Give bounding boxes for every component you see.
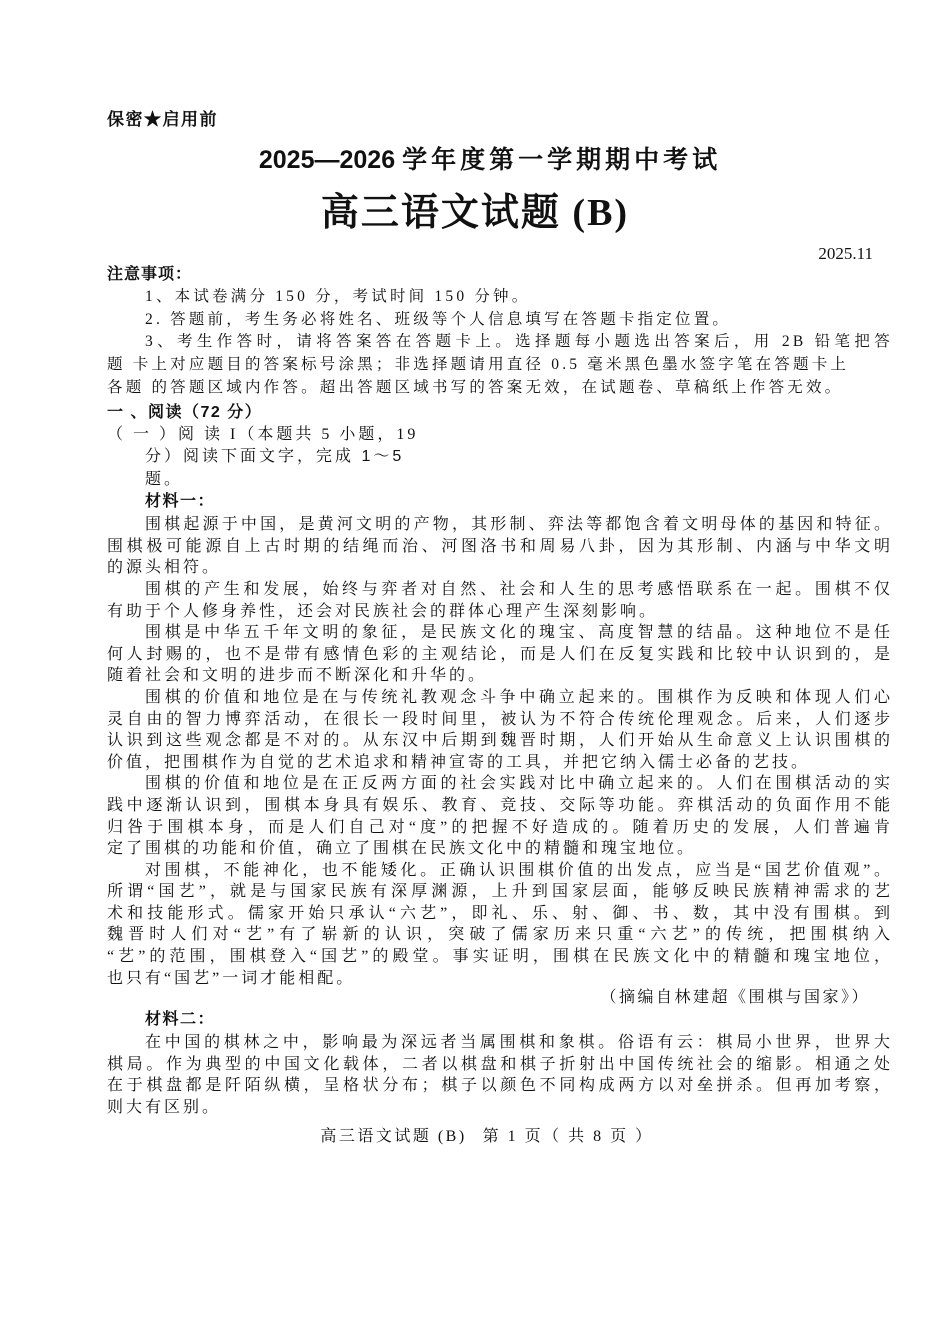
text-line: 围棋是中华五千年文明的象征，是民族文化的瑰宝、高度智慧的结晶。这种地位不是任 bbox=[145, 624, 893, 642]
notice-section bbox=[107, 264, 893, 400]
material1-body bbox=[107, 514, 893, 989]
notice-item-3 bbox=[107, 331, 893, 399]
notice-heading: 注意事项： bbox=[107, 265, 193, 283]
text-line: 践中逐渐认识到，围棋本身具有娱乐、教育、竞技、交际等功能。弈棋活动的负面作用不能 bbox=[107, 796, 893, 814]
exam-name: 学年度第一学期期中考试 bbox=[402, 146, 722, 174]
material1-source: （摘编自林建超《围棋与国家》） bbox=[600, 989, 870, 1006]
notice-item-2: 2. 答题前，考生务必将姓名、班级等个人信息填写在答题卡指定位置。 bbox=[145, 310, 732, 328]
paragraph bbox=[107, 860, 893, 990]
paragraph bbox=[107, 579, 893, 622]
text-line: 所谓“国艺”，就是与国家民族有深厚渊源，上升到国家层面，能够反映民族精神需求的艺 bbox=[107, 883, 893, 901]
footer-page-number: 第 1 页（ 共 8 页 ） bbox=[482, 1128, 654, 1145]
paragraph bbox=[107, 773, 893, 859]
text-line: 在于棋盘都是阡陌纵横，呈格状分布；棋子以颜色不同构成两方以对垒拼杀。但再加考察， bbox=[107, 1077, 893, 1095]
notice-item-1: 1、本试卷满分 150 分，考试时间 150 分钟。 bbox=[145, 288, 531, 306]
paragraph bbox=[107, 622, 893, 687]
paragraph bbox=[107, 1032, 893, 1118]
text-line: 围棋起源于中国，是黄河文明的产物，其形制、弈法等都饱含着文明母体的基因和特征。 bbox=[145, 516, 893, 534]
section-heading: 一 、阅读（72 分） bbox=[107, 403, 263, 421]
text-line: 何人封赐的，也不是带有感情色彩的主观结论，而是人们在反复实践和比较中认识到的，是 bbox=[107, 645, 893, 663]
text-line: “艺”的范围，围棋登入“国艺”的殿堂。事实证明，围棋在民族文化中的精髓和瑰宝地位， bbox=[107, 948, 893, 966]
material1-label: 材料一： bbox=[145, 493, 216, 511]
notice-item-3-line: 题 卡上对应题目的答案标号涂黑；非选择题请用直径 0.5 毫米黑色墨水签字笔在答题卡上 bbox=[107, 356, 850, 374]
part-heading-line: 题。 bbox=[145, 470, 184, 488]
text-line: 围棋的价值和地位是在与传统礼教观念斗争中确立起来的。围棋作为反映和体现人们心 bbox=[145, 688, 893, 706]
text-line: 棋局。作为典型的中国文化载体，二者以棋盘和棋子折射出中国传统社会的缩影。相通之处 bbox=[107, 1055, 893, 1073]
text-line: 魏晋时人们对“艺”有了崭新的认识，突破了儒家历来只重“六艺”的传统，把围棋纳入 bbox=[107, 926, 893, 944]
reading-section bbox=[107, 402, 893, 513]
paragraph bbox=[107, 687, 893, 773]
text-line: 围棋的价值和地位是在正反两方面的社会实践对比中确立起来的。人们在围棋活动的实 bbox=[145, 775, 893, 793]
text-line: 术和技能形式。儒家开始只承认“六艺”，即礼、乐、射、御、书、数，其中没有围棋。到 bbox=[107, 904, 893, 922]
text-line: 灵自由的智力博弈活动，在很长一段时间里，被认为不符合传统伦理观念。后来，人们逐步 bbox=[107, 710, 893, 728]
text-line: 随着社会和文明的进步而不断深化和升华的。 bbox=[107, 667, 488, 685]
text-line: 归咎于围棋本身，而是人们自己对“度”的把握不好造成的。随着历史的发展，人们普遍肯 bbox=[107, 818, 893, 836]
material2-label: 材料二： bbox=[145, 1011, 216, 1028]
text-line: 在中国的棋林之中，影响最为深远者当属围棋和象棋。俗语有云：棋局小世界，世界大 bbox=[145, 1034, 893, 1052]
page-footer bbox=[0, 1126, 950, 1148]
text-line: 的源头相符。 bbox=[107, 559, 222, 577]
notice-item-3-line: 各题 的答题区域内作答。超出答题区域书写的答案无效，在试题卷、草稿纸上作答无效。 bbox=[107, 378, 844, 396]
exam-year: 2025—2026 bbox=[258, 146, 396, 174]
material2-body bbox=[107, 1032, 893, 1118]
text-line: 定了围棋的功能和价值，确立了围棋在民族文化中的精髓和瑰宝地位。 bbox=[107, 840, 697, 858]
text-line: 则大有区别。 bbox=[107, 1098, 222, 1116]
paragraph bbox=[107, 514, 893, 579]
text-line: 有助于个人修身养性，还会对民族社会的群体心理产生深刻影响。 bbox=[107, 602, 659, 620]
text-line: 围棋极可能源自上古时期的结绳而治、河图洛书和周易八卦，因为其形制、内涵与中华文明 bbox=[107, 537, 893, 555]
part-heading-line: （ 一 ）阅 读 I（本题共 5 小题，19 bbox=[107, 426, 419, 444]
text-line: 对围棋，不能神化，也不能矮化。正确认识围棋价值的出发点，应当是“国艺价值观”。 bbox=[145, 861, 893, 879]
confidential-label: 保密★启用前 bbox=[107, 110, 218, 129]
text-line: 认识到这些观念都是不对的。从东汉中后期到魏晋时期，人们开始从生命意义上认识围棋的 bbox=[107, 732, 893, 750]
notice-item-3-line: 3、考生作答时，请将答案答在答题卡上。选择题每小题选出答案后，用 2B 铅笔把答 bbox=[145, 333, 893, 351]
part-heading-line: 分）阅读下面文字，完成 1～5 bbox=[145, 448, 405, 466]
exam-date: 2025.11 bbox=[818, 244, 873, 263]
exam-title bbox=[0, 144, 950, 176]
text-line: 也只有“国艺”一词才能相配。 bbox=[107, 969, 356, 987]
text-line: 价值，把围棋作为自觉的艺术追求和精神宣寄的工具，并把它纳入儒士必备的艺技。 bbox=[107, 753, 811, 771]
text-line: 围棋的产生和发展，始终与弈者对自然、社会和人生的思考感悟联系在一起。围棋不仅 bbox=[145, 580, 893, 598]
footer-paper-name: 高三语文试题 (B) bbox=[320, 1128, 467, 1145]
paper-title: 高三语文试题 (B) bbox=[320, 192, 630, 234]
